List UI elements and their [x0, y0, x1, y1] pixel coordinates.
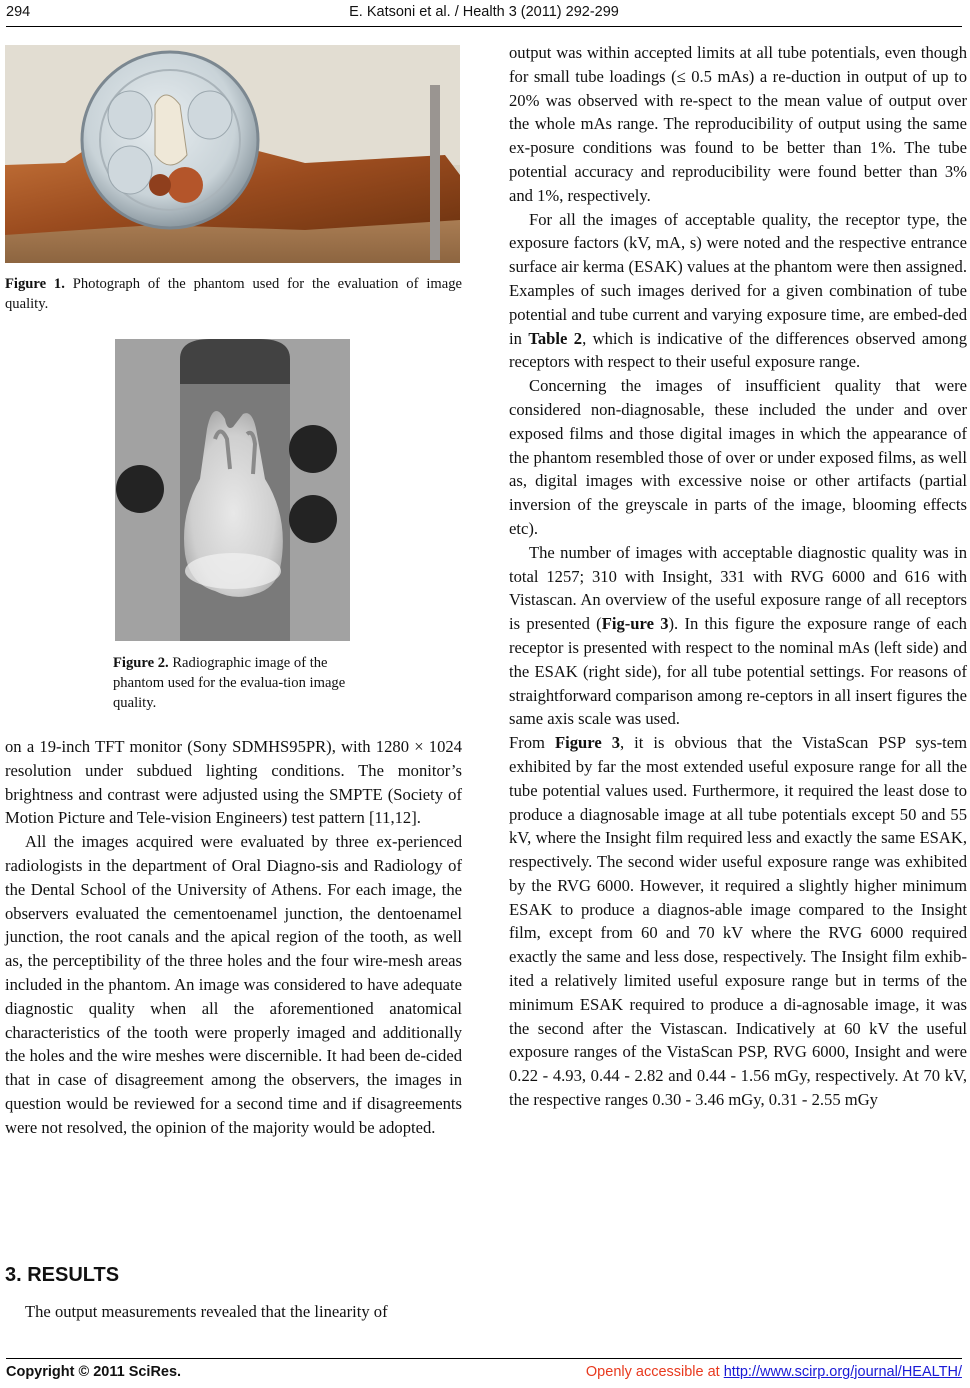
page-number: 294 — [6, 4, 31, 20]
running-head — [6, 4, 962, 26]
footer-rule — [6, 1358, 962, 1359]
paragraph — [509, 208, 967, 375]
header-rule — [6, 26, 962, 27]
table-2-reference[interactable]: Table 2 — [528, 328, 583, 348]
paragraph: on a 19-inch TFT monitor (Sony SDMHS95PR), with 1280 × 1024 resolution under subdued lighting conditions. The monitor’s brightness and contrast were adjusted using the SMPTE (Society of Motion Picture and Tele-vision Engineers) test pattern [11,12]. — [5, 737, 462, 828]
copyright-notice: Copyright © 2011 SciRes. — [6, 1364, 182, 1380]
text-run: The number of images with acceptable diagnostic quality was in total 1257; 310 with Insight, 331 with RVG 6000 and 616 with Vistascan. An overview of the useful exposure range of all receptors is presented ( — [509, 542, 967, 634]
journal-citation: E. Katsoni et al. / Health 3 (2011) 292-299 — [349, 4, 619, 20]
text-run: , it is obvious that the VistaScan PSP sys-tem exhibited by far the most extended useful exposure range for all the tube potential values used. Furthermore, it required the least dose to produce a diagnosable image at all tube potentials except 50 and 55 kV, where the Insight film required less and exactly the same ESAK, respectively. The second wider useful exposure range was exhibited by the RVG 6000. However, it required a slightly higher minimum ESAK to produce a diagnos-able image compared to the Insight film, except from 60 and 70 kV where the RVG 6000 required exactly the same and less dose, respectively. The Insight film exhib-ited a relatively limited useful exposure range but in terms of the minimum ESAK required to produce a di-agnosable image, it was the second after the Vistascan. Indicatively at 60 kV the useful exposure ranges of the VistaScan PSP, RVG 6000, Insight and were 0.22 - 4.93, 0.44 - 2.82 and 0.44 - 1.56 mGy, respectively. At 70 kV, the respective ranges 0.30 - 3.46 mGy, 0.31 - 2.55 mGy — [509, 733, 967, 1110]
text-run: For all the images of acceptable quality, the receptor type, the exposure factors (kV, mA, s) were noted and the respective entrance surface air kerma (ESAK) values at the phantom were then assigned. Examples of such images derived for a given combination of tube potential and tube current and varying exposure time, are embed-ded in — [509, 209, 967, 348]
section-heading: 3. RESULTS — [5, 1264, 120, 1286]
radiograph-illustration — [115, 339, 350, 641]
paragraph: output was within accepted limits at all tube potentials, even though for small tube loadings (≤ 0.5 mAs) a re-duction in output of up to 20% was observed with re-spect to the mean value of output over the whole mAs range. The reproducibility of output using the same ex-posure conditions was found to be better than 1%. The tube potential accuracy and reproducibility were found better than 3% and 1%, respectively. — [509, 43, 967, 205]
phantom-photo-illustration — [5, 45, 460, 263]
figure-2-radiograph — [115, 339, 350, 641]
figure-1-label: Figure 1. — [5, 276, 65, 292]
figure-1-caption — [5, 274, 462, 314]
open-access-note — [586, 1364, 962, 1380]
footer — [6, 1364, 962, 1386]
text-run: From — [509, 733, 555, 753]
text-run: , which is indicative of the differences observed among receptors with respect to their useful exposure range. — [509, 328, 967, 372]
paragraph: The output measurements revealed that the linearity of — [25, 1302, 388, 1321]
open-access-text: Openly accessible at — [585, 1364, 724, 1380]
figure-1-caption-text: Photograph of the phantom used for the evaluation of image quality. — [5, 276, 462, 312]
figure-2-label: Figure 2. — [113, 655, 169, 671]
journal-url-link[interactable]: http://www.scirp.org/journal/HEALTH/ — [723, 1364, 962, 1380]
text-run: ). In this figure the exposure range of each receptor is presented with respect to the nominal mAs (left side) and the ESAK (right side), for all tube potential settings. For reasons of straightforward comparison among re-ceptors in all insert figures the same axis scale was used. — [509, 614, 967, 729]
figure-1-photo — [5, 45, 460, 263]
figure-3-reference[interactable]: Fig-ure 3 — [601, 614, 669, 634]
paragraph: All the images acquired were evaluated by three ex-perienced radiologists in the department of Oral Diagno-sis and Radiology of the Dental School of the University of Athens. For each image, the observers evaluated the cementoenamel junction, the dentoenamel junction, the root canals and the apical region of the tooth, as well as, the perceptibility of the three holes and the four wire-mesh areas included in the phantom. An image was considered to have adequate diagnostic quality when all the aforementioned anatomical characteristics of the tooth were properly imaged and additionally the holes and the wire meshes were discernible. It had been de-cided that in case of disagreement among the observers, the images in question would be reviewed for a second time and if disagreements were not resolved, the opinion of the majority would be adopted. — [5, 832, 462, 1137]
figure-2-caption-text: Radiographic image of the phantom used for the evalua-tion image quality. — [113, 655, 346, 711]
figure-3-reference[interactable]: Figure 3 — [554, 733, 621, 753]
paragraph: Concerning the images of insufficient quality that were considered non-diagnosable, these included the under and over exposed films and those digital images in which the appearance of the phantom resembled those of over or under exposed films, as well as, digital images with excessive noise or other artifacts (partial inversion of the greyscale in parts of the image, blooming effects etc). — [509, 376, 967, 538]
figure-2-caption — [113, 653, 355, 713]
right-column-text — [509, 41, 967, 1112]
paragraph — [509, 541, 967, 731]
left-column-text — [5, 735, 462, 1140]
paragraph — [509, 731, 967, 1112]
